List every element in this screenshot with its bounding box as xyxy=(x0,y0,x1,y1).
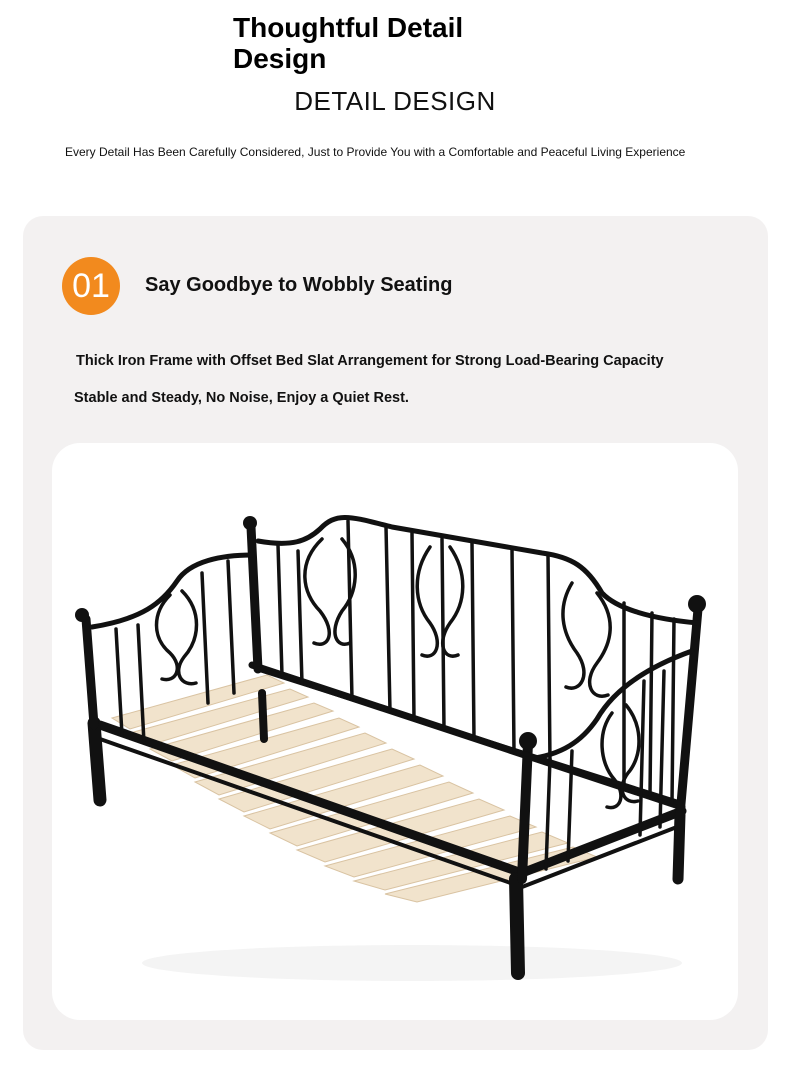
feature-description-line-2: Stable and Steady, No Noise, Enjoy a Quiet Rest. xyxy=(74,390,409,406)
product-image-panel xyxy=(52,443,738,1020)
tagline: Every Detail Has Been Carefully Considered, Just to Provide You with a Comfortable and Peaceful Living Experience xyxy=(65,145,686,159)
section-subtitle: DETAIL DESIGN xyxy=(294,86,496,116)
feature-title: Say Goodbye to Wobbly Seating xyxy=(145,274,453,296)
feature-number-badge: 01 xyxy=(62,257,120,315)
daybed-illustration xyxy=(52,443,738,1020)
feature-description-line-1: Thick Iron Frame with Offset Bed Slat Arrangement for Strong Load-Bearing Capacity xyxy=(76,353,664,369)
page-title: Thoughtful Detail Design xyxy=(233,12,464,74)
